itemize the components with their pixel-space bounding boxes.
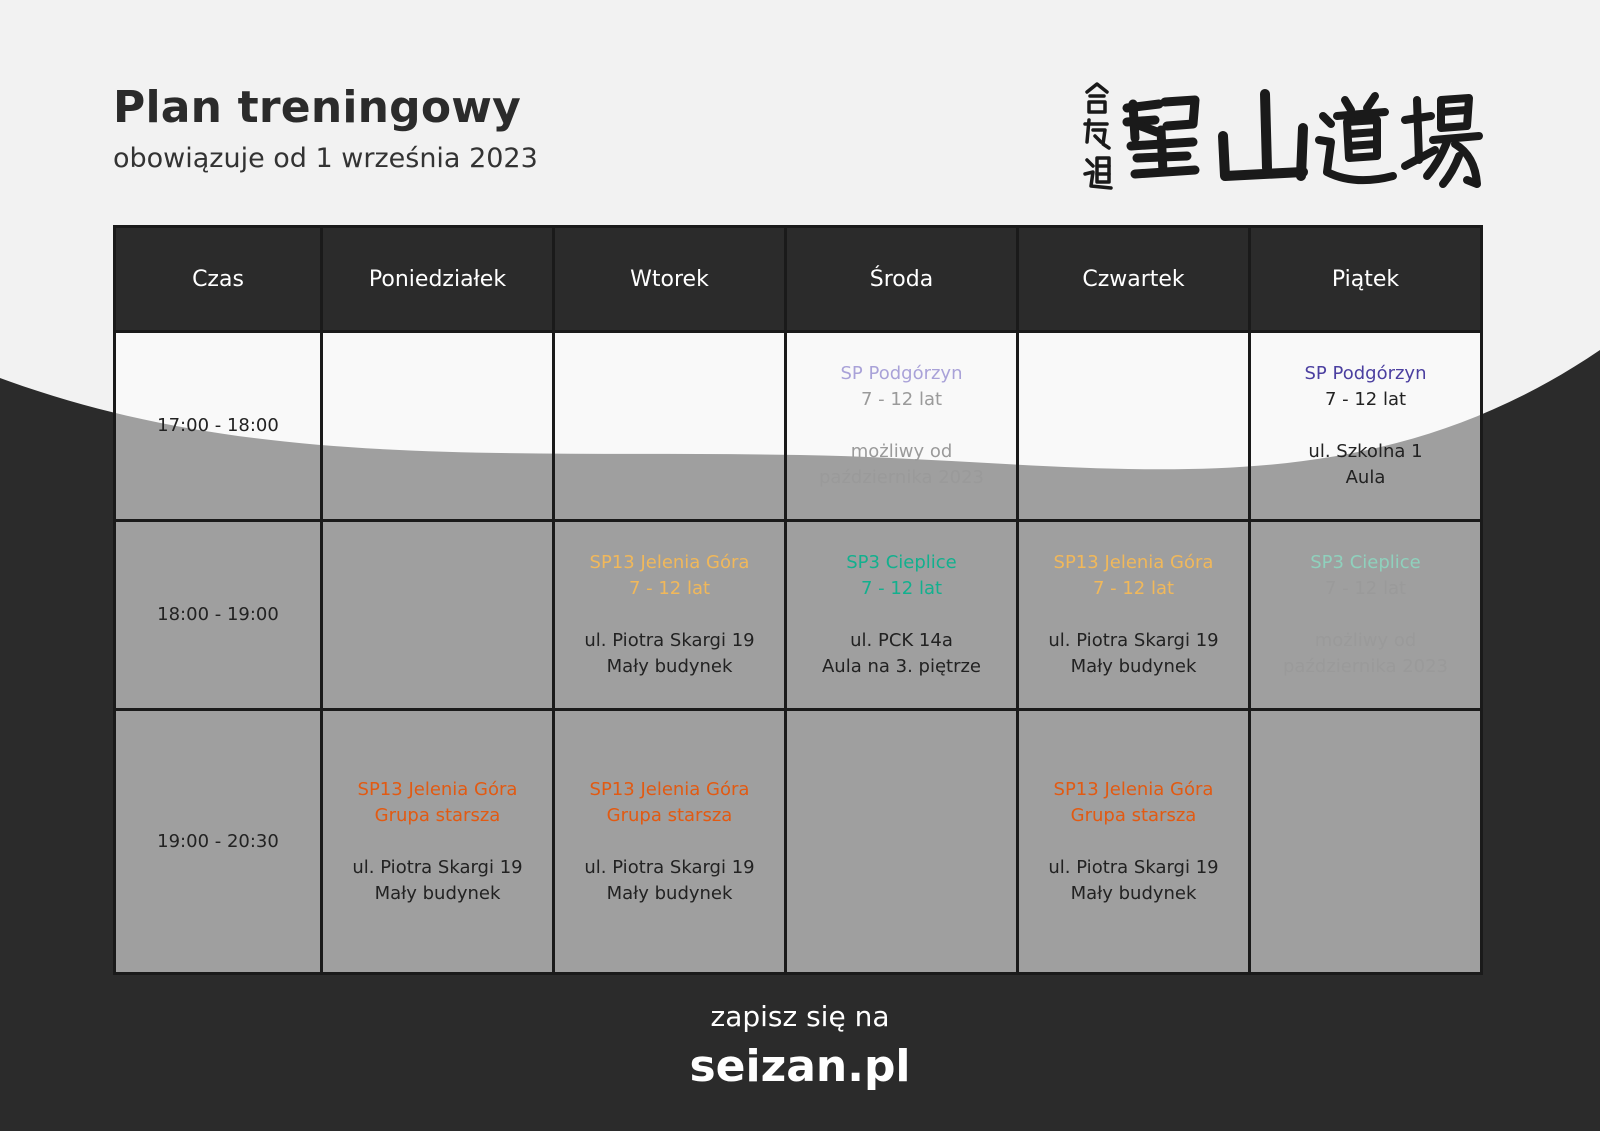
page-title: Plan treningowy [113, 82, 522, 133]
slot-address: ul. Piotra Skargi 19 [584, 856, 755, 878]
slot-location-name: SP13 Jelenia Góra [1053, 778, 1214, 800]
slot-room: Aula [1345, 467, 1386, 488]
schedule-table [113, 225, 1483, 975]
slot-address: ul. Piotra Skargi 19 [1048, 630, 1219, 651]
empty-slot [322, 332, 554, 521]
slot-room: Mały budynek [1070, 882, 1197, 904]
slot-address: ul. Piotra Skargi 19 [584, 630, 755, 651]
slot-room: Mały budynek [1070, 656, 1197, 677]
slot-address: ul. Piotra Skargi 19 [1048, 856, 1219, 878]
slot-address: ul. PCK 14a [850, 630, 953, 651]
slot-group: Grupa starsza [1070, 804, 1197, 826]
slot-location-name: SP3 Cieplice [846, 552, 957, 573]
training-slot [554, 710, 786, 974]
slot-note-line1: możliwy od [850, 441, 953, 462]
slot-group: 7 - 12 lat [628, 578, 711, 599]
time-cell: 19:00 - 20:30 [115, 710, 322, 974]
empty-slot [786, 710, 1018, 974]
slot-note-line2: października 2023 [1282, 656, 1448, 677]
header-row [115, 227, 1482, 332]
page-subtitle: obowiązuje od 1 września 2023 [113, 143, 538, 174]
column-header-wednesday: Środa [786, 227, 1018, 332]
slot-location-name: SP13 Jelenia Góra [589, 778, 750, 800]
time-cell: 18:00 - 19:00 [115, 521, 322, 710]
footer [0, 1000, 1600, 1092]
training-slot [554, 521, 786, 710]
column-header-thursday: Czwartek [1018, 227, 1250, 332]
slot-location-name: SP13 Jelenia Góra [1053, 552, 1214, 573]
empty-slot [322, 521, 554, 710]
training-slot [1018, 710, 1250, 974]
slot-room: Mały budynek [606, 882, 733, 904]
signup-prompt: zapisz się na [710, 1000, 890, 1033]
slot-group: 7 - 12 lat [860, 578, 943, 599]
empty-slot [554, 332, 786, 521]
training-slot [1018, 521, 1250, 710]
training-slot [786, 332, 1018, 521]
slot-address: ul. Szkolna 1 [1308, 441, 1423, 462]
slot-location-name: SP13 Jelenia Góra [589, 552, 750, 573]
training-slot [1250, 521, 1482, 710]
time-cell: 17:00 - 18:00 [115, 332, 322, 521]
column-header-monday: Poniedziałek [322, 227, 554, 332]
slot-group: 7 - 12 lat [1324, 578, 1407, 599]
training-slot [322, 710, 554, 974]
training-slot [786, 521, 1018, 710]
slot-location-name: SP3 Cieplice [1310, 552, 1421, 573]
table-row [115, 332, 1482, 521]
column-header-time: Czas [115, 227, 322, 332]
slot-location-name: SP Podgórzyn [1304, 363, 1427, 384]
slot-location-name: SP Podgórzyn [840, 363, 963, 384]
slot-group: 7 - 12 lat [860, 389, 943, 410]
slot-address: ul. Piotra Skargi 19 [352, 856, 523, 878]
empty-slot [1018, 332, 1250, 521]
slot-room: Aula na 3. piętrze [821, 656, 981, 677]
column-header-tuesday: Wtorek [554, 227, 786, 332]
slot-group: 7 - 12 lat [1092, 578, 1175, 599]
dojo-calligraphy-logo [1075, 80, 1485, 200]
training-slot [1250, 332, 1482, 521]
table-row [115, 521, 1482, 710]
column-header-friday: Piątek [1250, 227, 1482, 332]
header [113, 82, 538, 174]
slot-group: 7 - 12 lat [1324, 389, 1407, 410]
empty-slot [1250, 710, 1482, 974]
slot-location-name: SP13 Jelenia Góra [357, 778, 518, 800]
slot-note-line1: możliwy od [1314, 630, 1417, 651]
slot-group: Grupa starsza [374, 804, 501, 826]
slot-note-line2: października 2023 [818, 467, 984, 488]
slot-room: Mały budynek [374, 882, 501, 904]
slot-group: Grupa starsza [606, 804, 733, 826]
website-link[interactable]: seizan.pl [689, 1041, 911, 1092]
table-row [115, 710, 1482, 974]
slot-room: Mały budynek [606, 656, 733, 677]
